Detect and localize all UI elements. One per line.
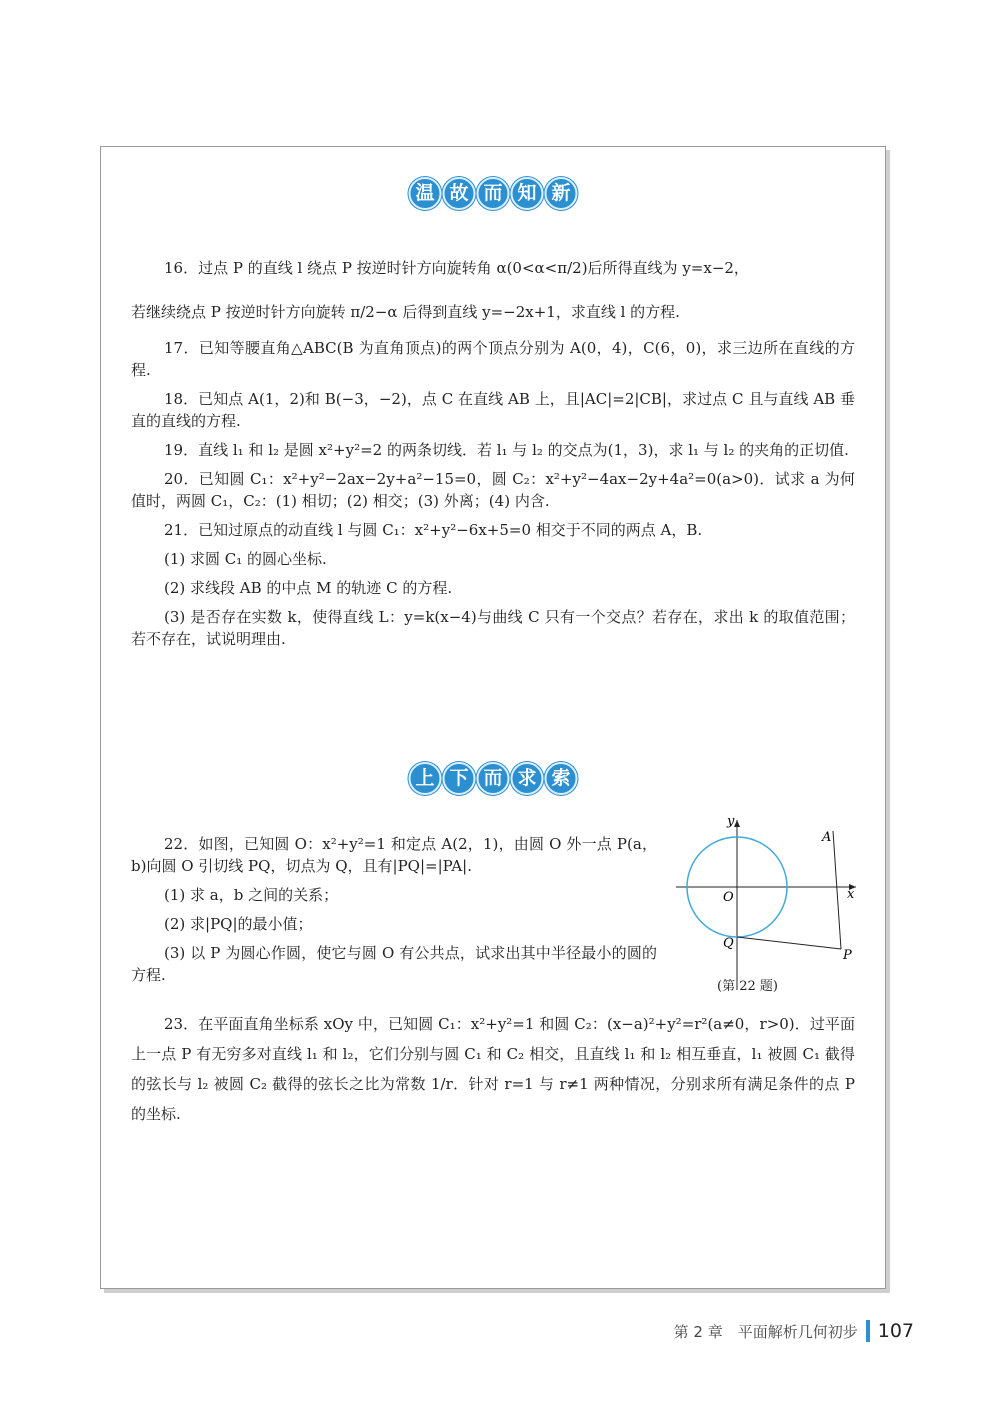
section-banner-review (409, 177, 578, 210)
banner-char: 索 (545, 762, 578, 795)
banner-char: 而 (477, 177, 510, 210)
banner-char: 而 (477, 762, 510, 795)
question-21-part3: (3) 是否存在实数 k，使得直线 L：y=k(x−4)与曲线 C 只有一个交点？若存在，求出 k 的取值范围；若不存在，试说明理由. (131, 608, 855, 648)
question-19: 19．直线 l₁ 和 l₂ 是圆 x²+y²=2 的两条切线．若 l₁ 与 l₂ 的交点为(1，3)，求 l₁ 与 l₂ 的夹角的正切值. (164, 441, 849, 459)
label-q: Q (723, 936, 734, 951)
question-20: 20．已知圆 C₁：x²+y²−2ax−2y+a²−15=0，圆 C₂：x²+y²−4ax−2y+4a²=0(a>0)．试求 a 为何值时，两圆 C₁，C₂：(1) 相切；(2) 相交；(3) 外离；(4) 内含. (131, 470, 855, 510)
banner-char: 知 (511, 177, 544, 210)
question-22-part2: (2) 求|PQ|的最小值； (164, 915, 313, 933)
question-23-text (131, 1009, 855, 1129)
question-17: 17．已知等腰直角△ABC(B 为直角顶点)的两个顶点分别为 A(0，4)，C(6，0)，求三边所在直线的方程. (131, 339, 855, 379)
label-y: y (727, 815, 735, 829)
question-21-part1: (1) 求圆 C₁ 的圆心坐标. (164, 550, 327, 568)
question-23: 23．在平面直角坐标系 xOy 中，已知圆 C₁：x²+y²=1 和圆 C₂：(x−a)²+y²=r²(a≠0，r>0)．过平面上一点 P 有无穷多对直线 l₁ 和 l₂，它们分别与圆 C₁ 和 C₂ 相交，且直线 l₁ 和 l₂ 相互垂直，l₁ 被圆 C₁ 截得的弦长与 l₂ 被圆 C₂ 截得的弦长之比为常数 1/r．针对 r=1 与 r≠1 两种情况，分别求所有满足条件的点 P 的坐标. (131, 1015, 855, 1123)
label-o: O (723, 890, 734, 905)
banner-char: 温 (409, 177, 442, 210)
footer-divider (866, 1320, 870, 1342)
question-21-part2: (2) 求线段 AB 的中点 M 的轨迹 C 的方程. (164, 579, 453, 597)
chapter-title: 第 2 章 平面解析几何初步 (673, 1322, 858, 1341)
question-22: 22．如图，已知圆 O：x²+y²=1 和定点 A(2，1)，由圆 O 外一点 P(a，b)向圆 O 引切线 PQ，切点为 Q，且有|PQ|=|PA|. (131, 835, 657, 875)
segment-pq (737, 937, 841, 949)
banner-char: 上 (409, 762, 442, 795)
banner-char: 新 (545, 177, 578, 210)
label-p: P (843, 948, 852, 963)
question-16a: 16．过点 P 的直线 l 绕点 P 按逆时针方向旋转角 α(0<α<π/2)后所得直线为 y=x−2， (164, 259, 749, 277)
question-21: 21．已知过原点的动直线 l 与圆 C₁：x²+y²−6x+5=0 相交于不同的两点 A，B. (164, 521, 703, 539)
page-footer (674, 1320, 914, 1342)
circle-tangent-figure (671, 815, 871, 1000)
question-16b: 若继续绕点 P 按逆时针方向旋转 π/2−α 后得到直线 y=−2x+1，求直线 l 的方程. (131, 303, 680, 321)
label-a: A (822, 830, 832, 845)
banner-char: 故 (443, 177, 476, 210)
section1-text (131, 257, 855, 650)
page-number: 107 (877, 1320, 914, 1342)
banner-char: 求 (511, 762, 544, 795)
section-banner-explore (409, 762, 578, 795)
figure-caption: (第 22 题) (717, 979, 778, 994)
segment-pa (833, 831, 841, 949)
question-18: 18．已知点 A(1，2)和 B(−3，−2)，点 C 在直线 AB 上，且|AC|=2|CB|，求过点 C 且与直线 AB 垂直的直线的方程. (131, 390, 855, 430)
question-22-text (131, 833, 657, 986)
y-axis-arrow (734, 820, 740, 827)
question-22-part1: (1) 求 a，b 之间的关系； (164, 886, 339, 904)
label-x: x (847, 887, 855, 902)
question-22-part3: (3) 以 P 为圆心作圆，使它与圆 O 有公共点，试求出其中半径最小的圆的方程. (131, 944, 657, 984)
banner-char: 下 (443, 762, 476, 795)
exercise-panel (100, 146, 886, 1289)
